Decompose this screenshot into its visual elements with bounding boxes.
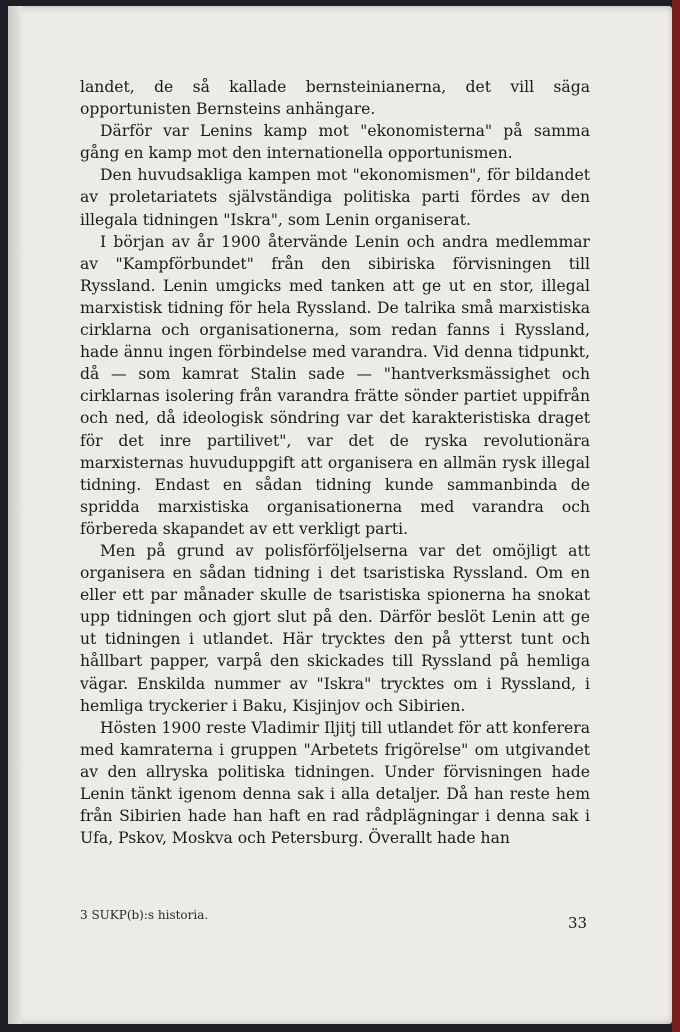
page-number: 33 [568,914,588,932]
paragraph-2: Därför var Lenins kamp mot "ekonomisterna" på samma gång en kamp mot den internationella opportunismen. [80,122,590,163]
paragraph-4: I början av år 1900 återvände Lenin och andra medlemmar av "Kampförbundet" från den sibiriska förvisningen till Ryssland. Lenin umgicks med tanken att ge ut en stor, illegal marxistisk tidning för hela Ryssland. De talrika små marxistiska cirklarna och organisationerna, som redan fanns i Ryssland, hade ännu ingen förbindelse med varandra. Vid denna tidpunkt, då — som kamrat Stalin sade — "hantverksmässighet och cirklarnas isolering från varandra frätte sönder partiet uppifrån och ned, då ideologisk söndring var det karakteristiska draget för det inre partilivet", var det de ryska revolutionära marxisternas huvuduppgift att organisera en allmän rysk illegal tidning. Endast en sådan tidning kunde sammanbinda de spridda marxistiska organisationerna med varandra och förbereda skapandet av ett verkligt parti. [80,232,590,538]
paragraph-1: landet, de så kallade bernsteinianerna, det vill säga opportunisten Bernsteins anhängare. [80,78,590,119]
book-spine [8,6,22,1024]
body-text [80,76,590,849]
footnote: 3 SUKP(b):s historia. [80,908,209,922]
paragraph-6: Hösten 1900 reste Vladimir Iljitj till utlandet för att konferera med kamraterna i gruppen "Arbetets frigörelse" om utgivandet av den allryska politiska tidningen. Under förvisningen hade Lenin tänkt igenom denna sak i alla detaljer. Då han reste hem från Sibirien hade han haft en rad rådplägningar i denna sak i Ufa, Pskov, Moskva och Petersburg. Överallt hade han [80,718,590,848]
book-cover-edge [672,0,680,1032]
paragraph-3: Den huvudsakliga kampen mot "ekonomismen", för bildandet av proletariatets självständiga politiska parti fördes av den illegala tidningen "Iskra", som Lenin organiserat. [80,166,590,229]
paragraph-5: Men på grund av polisförföljelserna var det omöjligt att organisera en sådan tidning i det tsaristiska Ryssland. Om en eller ett par månader skulle de tsaristiska spionerna ha snokat upp tidningen och gjort slut på den. Därför beslöt Lenin att ge ut tidningen i utlandet. Här trycktes den på ytterst tunt och hållbart papper, varpå den skickades till Ryssland på hemliga vägar. Enskilda nummer av "Iskra" trycktes om i Ryssland, i hemliga tryckerier i Baku, Kisjinjov och Sibirien. [80,541,590,715]
